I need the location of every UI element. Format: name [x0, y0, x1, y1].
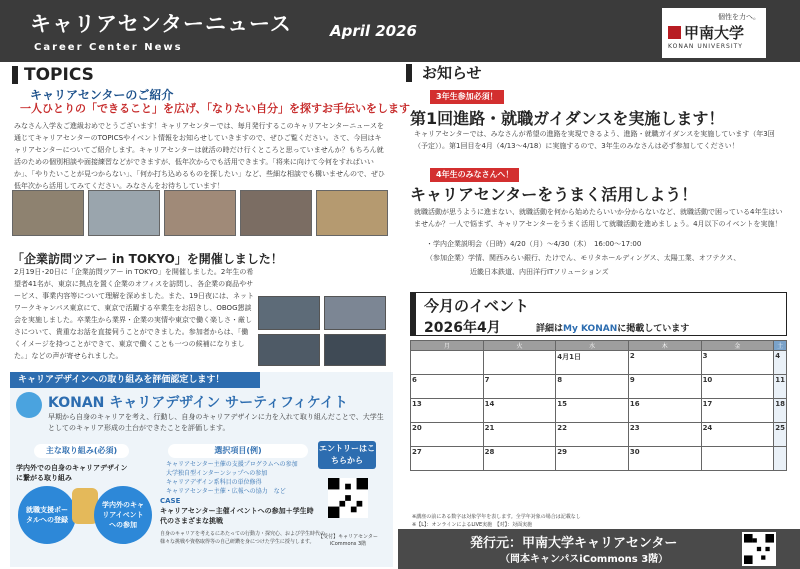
calendar-date: 30 [629, 448, 640, 456]
calendar-day [701, 375, 774, 399]
entry-qr-code-icon[interactable] [328, 478, 368, 518]
weekday-header: 土 [774, 341, 787, 351]
main-activities-heading: 主な取り組み(必須) [34, 444, 129, 458]
certification-banner: キャリアデザインへの取り組みを評価認定します！ [10, 372, 260, 388]
certificate-icon [16, 392, 42, 418]
company-briefing-schedule: ・学内企業説明会（日時）4/20（月）～4/30（木） 16:00～17:00 [426, 240, 642, 248]
calendar-week [411, 399, 787, 423]
calendar-date: 23 [629, 424, 640, 432]
calendar-day [556, 423, 629, 447]
calendar-date: 16 [629, 400, 640, 408]
calendar-date: 15 [557, 400, 568, 408]
calendar-date: 18 [775, 400, 785, 408]
calendar-day [556, 375, 629, 399]
calendar-date: 7 [484, 376, 490, 384]
calendar-day [483, 351, 556, 375]
calendar-date: 14 [484, 400, 495, 408]
weekday-header: 火 [483, 341, 556, 351]
career-center-intro-title: キャリアセンターのご紹介 [30, 88, 174, 102]
career-center-intro-body: みなさん入学＆ご進級おめでとうございます！キャリアセンターでは、毎月発行するこのキャリアセンターニュースを通じてキャリアセンターのTOPICSやイベント情報をお知らせしていきますので、ぜひご覧ください。さて、今回はキャリアセンターについてご紹介します。キャリアセンターは就活の時だけ行くところと思っていませんか？もちろん就活のための個別相談や面接練習などができますが、低年次からでも活用できます。「将来に向けて今何をすればいいか」、「やりたいことが見つからない」、「何か打ち込めるものを探したい」など、些細な相談でも構いませんので、ぜひ低年次から活用してみてください。みなさんをお待ちしています！ [14, 122, 385, 190]
logo-name: 甲南大学 [684, 24, 745, 42]
calendar-day [701, 399, 774, 423]
calendar-day [411, 399, 484, 423]
calendar-footnote: ※講座の前にある数字は対象学年を表します。全学年対象の場合は記載なし [412, 514, 581, 520]
photo-group [258, 334, 320, 366]
portal-registration-circle: 就職支援ポータルへの登録 [18, 486, 76, 544]
calendar-day [628, 375, 701, 399]
photo-seminar [324, 296, 386, 330]
calendar-day [628, 423, 701, 447]
calendar-date: 10 [702, 376, 713, 384]
calendar-date: 6 [412, 376, 417, 384]
calendar-date: 25 [775, 424, 785, 432]
calendar-date: 2 [629, 352, 635, 360]
weekday-header: 木 [628, 341, 701, 351]
tokyo-tour-title: 「企業訪問ツアー in TOKYO」を開催しました！ [12, 252, 283, 266]
publisher-location: （岡本キャンパスiCommons 3階） [500, 554, 669, 565]
case-label: CASE [160, 497, 181, 505]
guidance-body: キャリアセンターでは、みなさんが希望の進路を実現できるよう、進路・就職ガイダンスを実施しています（年3回（予定））。第1回目を4月（4/13～4/18）に実施するので、3年生のみなさんは必ず参加してください！ [414, 130, 775, 150]
certification-body: 早期から自身のキャリアを考え、行動し、自身のキャリアデザインに力を入れて取り組んだことで、大学生としてのキャリア形成の土台ができたことを評価します。 [48, 413, 384, 432]
case-title: キャリアセンター主催イベントへの参加＋学生時代のさまざまな挑戦 [160, 507, 314, 525]
photo-consultation [164, 190, 236, 236]
photo-group-2 [324, 334, 386, 366]
calendar-date: 13 [412, 400, 422, 408]
calendar-day [701, 351, 774, 375]
notices-heading: お知らせ [406, 64, 516, 82]
selection-items-heading: 選択項目(例) [168, 444, 308, 458]
university-logo [662, 8, 766, 58]
calendar-date: 20 [412, 424, 422, 432]
fourth-year-badge: 4年生のみなさんへ！ [430, 168, 519, 182]
events-note: 詳細はMy KONANに掲載しています [536, 324, 690, 334]
university-emblem-icon [668, 26, 681, 39]
calendar-day [411, 351, 484, 375]
list-item: 大学独自型インターンシップへの参加 [166, 470, 268, 477]
calendar-week [411, 351, 787, 375]
weekday-header: 金 [701, 341, 774, 351]
photo-lounge [12, 190, 84, 236]
photo-counter [88, 190, 160, 236]
calendar-day [774, 375, 787, 399]
newsletter-subtitle: Career Center News [34, 42, 183, 53]
calendar-date: 17 [702, 400, 713, 408]
photo-bookshelf [316, 190, 388, 236]
calendar-date: 28 [484, 448, 495, 456]
calendar-week [411, 447, 787, 471]
calendar-day [556, 351, 629, 375]
header-bar [0, 0, 800, 62]
main-activities-text: 学内外での自身のキャリアデザインに繋がる取り組み [16, 464, 128, 482]
calendar-date: 3 [702, 352, 708, 360]
calendar-day [628, 447, 701, 471]
list-item: キャリアセンター主催の支援プログラムへの参加 [166, 461, 298, 468]
calendar-day [774, 399, 787, 423]
calendar-date: 9 [629, 376, 635, 384]
career-center-tagline: 一人ひとりの「できること」を広げ、「なりたい自分」を探すお手伝いをします [20, 102, 411, 115]
guidance-headline: 第1回進路・就職ガイダンスを実施します！ [410, 109, 725, 128]
logo-tagline: 個性を力へ。 [718, 13, 760, 21]
weekday-header: 月 [411, 341, 484, 351]
certification-title: KONAN キャリアデザイン サーティフィケイト [48, 395, 348, 411]
calendar-week [411, 423, 787, 447]
events-title: 今月のイベント [424, 297, 530, 315]
calendar-date: 22 [557, 424, 568, 432]
calendar-day [483, 423, 556, 447]
calendar-date: 8 [557, 376, 563, 384]
newsletter-title: キャリアセンターニュース [30, 12, 292, 36]
calendar-date: 21 [484, 424, 495, 432]
weekday-header: 水 [556, 341, 629, 351]
entry-caption: 【受付】キャリアセンター iCommons 3階 [318, 534, 378, 547]
calendar-day [411, 375, 484, 399]
list-item: キャリアセンター主催・広報への協力 など [166, 488, 286, 495]
case-description: 自身のキャリアを考えるにあたっての行動力・探究心、および学生時代の様々な挑戦や資格取得等の自己研鑽を身につけた学生に授与します。 [160, 531, 326, 545]
career-center-photos [12, 190, 388, 236]
list-item: キャリアデザイン系科目の単位修得 [166, 479, 262, 486]
calendar-week [411, 375, 787, 399]
calendar-day [628, 399, 701, 423]
calendar-day [774, 447, 787, 471]
entry-button[interactable]: エントリーはこちらから [318, 441, 376, 469]
footer-qr-code-icon[interactable] [742, 532, 776, 566]
calendar-day [483, 399, 556, 423]
career-center-use-body: 就職活動が思うように進まない、就職活動を何から始めたらいいか分からないなど、就職活動で困っている4年生はいませんか？一人で悩まず、キャリアセンターをうまく活用して就職活動を進めましょう。4月以下のイベントを実施！ [414, 208, 783, 228]
calendar-date: 29 [557, 448, 568, 456]
calendar-day [701, 447, 774, 471]
calendar-date: 11 [775, 376, 785, 384]
calendar-day [411, 423, 484, 447]
calendar-day [774, 351, 787, 375]
logo-english: KONAN UNIVERSITY [668, 43, 743, 50]
my-konan-link[interactable]: My KONAN [563, 324, 618, 334]
calendar-date: 4月1日 [557, 353, 582, 361]
participating-companies: （参加企業）学情、関西みらい銀行、たけでん、モリタホールディングス、太陽工業、オフテクス、 [426, 254, 741, 262]
photo-office-visit [258, 296, 320, 330]
calendar-day [774, 423, 787, 447]
calendar-footnote-2: ※【L】：オンラインによるLIVE実施 【对】：対面実施 [412, 522, 533, 528]
calendar-date: 24 [702, 424, 713, 432]
third-year-badge: 3年生参加必須！ [430, 90, 504, 104]
tokyo-tour-body: 2月19日･20日に「企業訪問ツアー in TOKYO」を開催しました。2年生の希望者41名が、東京に拠点を置く企業のオフィスを訪問し、各企業の商品やサービス、事業内容等について理解を深めました。また、19日夜には、ネットワークキャンパス東京にて、東京で活躍する卒業生をお招きし、OBOG懇談会を実施しました。卒業生から業界・企業の実情や東京で働く楽しさ・厳しさについて、貴重なお話を直接伺うことができました。参加者からは、「働くイメージを持つことができて、東京で働くことも一つの候補になりました。」などの声が寄せられました。 [14, 268, 254, 360]
calendar-day [411, 447, 484, 471]
participating-companies-2: 近畿日本鉄道、内田洋行ITソリューションズ [470, 268, 609, 276]
calendar-day [483, 447, 556, 471]
tokyo-tour-photos [258, 296, 388, 368]
calendar-day [483, 375, 556, 399]
calendar-day [701, 423, 774, 447]
selection-items-list [166, 460, 316, 496]
calendar-date: 27 [412, 448, 422, 456]
calendar-day [628, 351, 701, 375]
event-calendar [410, 340, 787, 471]
career-center-use-headline: キャリアセンターをうまく活用しよう！ [410, 185, 698, 204]
photo-booth [240, 190, 312, 236]
publisher: 発行元：甲南大学キャリアセンター [470, 536, 678, 551]
events-month: 2026年4月 [424, 320, 501, 336]
calendar-day [556, 399, 629, 423]
career-event-circle: 学内外のキャリアイベントへの参加 [94, 486, 152, 544]
issue-date: April 2026 [330, 22, 417, 40]
topics-heading: TOPICS [12, 66, 117, 84]
calendar-date: 4 [775, 352, 781, 360]
calendar-day [556, 447, 629, 471]
